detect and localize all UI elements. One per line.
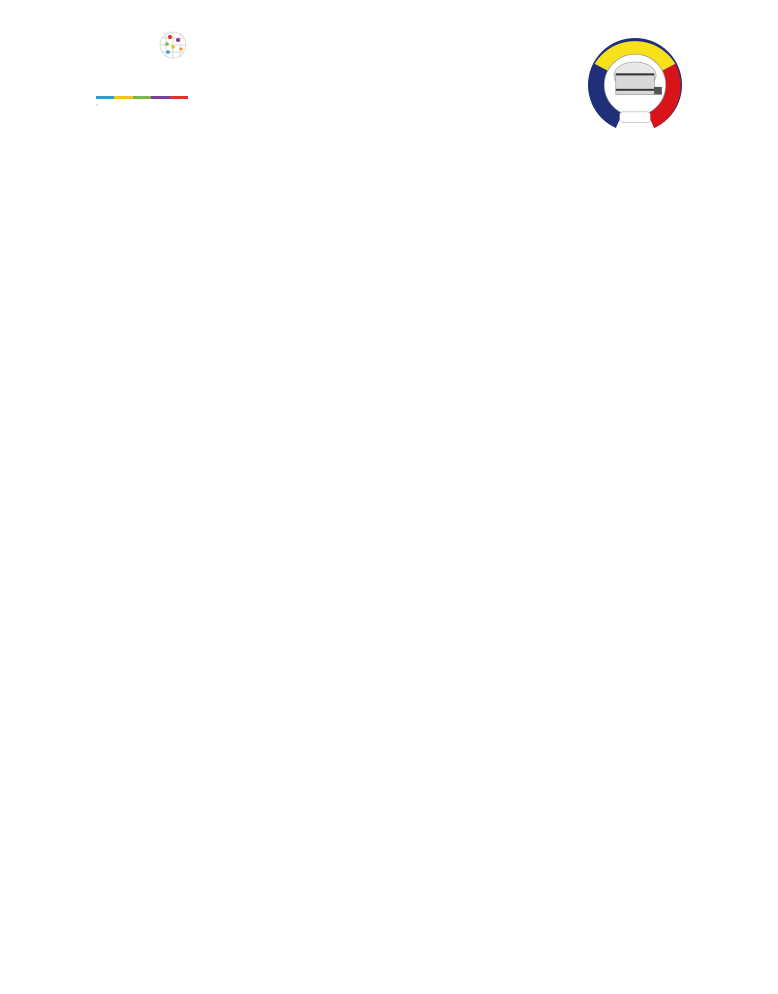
auf-logo <box>96 26 196 114</box>
auf-region-text <box>96 102 98 109</box>
auf-network-icon <box>156 28 190 62</box>
auf-francophonie-text <box>96 83 106 94</box>
auf-color-bar <box>96 96 188 99</box>
auf-region-dot-icon: ◦ <box>96 102 99 109</box>
upb-logo <box>587 37 683 133</box>
